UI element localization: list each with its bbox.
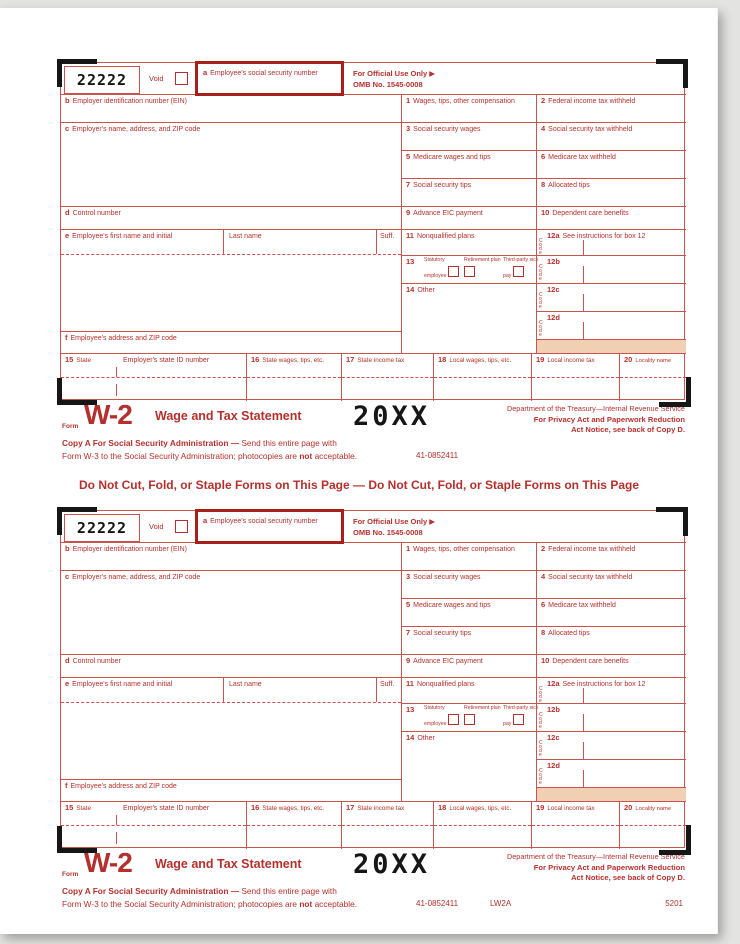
form-word: Form xyxy=(62,423,79,430)
corner-mark-bottom-left xyxy=(57,378,97,405)
void-label: Void xyxy=(149,74,164,83)
box-16-state-wages[interactable] xyxy=(246,801,341,849)
box-12a-number: 12a xyxy=(547,679,560,688)
box-13-checkboxes xyxy=(401,703,539,731)
box-5-number: 5 xyxy=(406,600,411,609)
name-divider-line xyxy=(223,678,224,702)
box-c-prefix: c xyxy=(65,572,70,581)
omb-number: OMB No. 1545-0008 xyxy=(353,528,423,537)
third-party-sick-pay-checkbox[interactable] xyxy=(513,266,524,277)
box-f-label: Employee's address and ZIP code xyxy=(70,783,177,790)
box-c-label: Employer's name, address, and ZIP code xyxy=(72,126,201,133)
box-7-label: Social security tips xyxy=(413,630,472,637)
box-a-label: Employee's social security number xyxy=(210,518,318,525)
box-5-number: 5 xyxy=(406,152,411,161)
corner-mark-bottom-left xyxy=(57,826,97,853)
form-number-w2: W-2 xyxy=(84,847,132,878)
box-18-local-wages[interactable] xyxy=(433,801,531,849)
box-12b[interactable] xyxy=(536,703,686,731)
statutory-employee-group xyxy=(424,706,462,727)
box-f-label: Employee's address and ZIP code xyxy=(70,335,177,342)
box-f-address[interactable] xyxy=(61,331,401,353)
do-not-cut-warning: Do Not Cut, Fold, or Staple Forms on This Page — Do Not Cut, Fold, or Staple Forms on This Page xyxy=(78,478,639,492)
box-10-number: 10 xyxy=(541,656,550,665)
box-1-wages[interactable] xyxy=(401,94,536,122)
box-4-ss-tax[interactable] xyxy=(536,570,686,598)
box-8-number: 8 xyxy=(541,180,546,189)
box-a-ssn[interactable] xyxy=(195,61,344,96)
box-12b-code-label: Code xyxy=(539,712,543,730)
form-year: 20XX xyxy=(353,849,431,880)
retirement-plan-checkbox[interactable] xyxy=(464,266,475,277)
box-9-advance-eic[interactable] xyxy=(401,654,536,677)
box-18-label: Local wages, tips, etc. xyxy=(449,805,512,812)
corner-mark-top-right xyxy=(656,507,688,536)
box-6-label: Medicare tax withheld xyxy=(548,154,616,161)
form-year: 20XX xyxy=(353,401,431,432)
box-15-state-label: State xyxy=(76,357,92,364)
box-19-local-income-tax[interactable] xyxy=(531,353,619,401)
statutory-employee-group xyxy=(424,258,462,279)
box-12a-code-label: Code xyxy=(539,686,543,704)
box-e-label: Employee's first name and initial xyxy=(72,233,173,240)
corner-mark-top-right xyxy=(656,59,688,88)
box-19-local-income-tax[interactable] xyxy=(531,801,619,849)
box-2-number: 2 xyxy=(541,96,546,105)
box-15-state-label: State xyxy=(76,805,92,812)
box-9-label: Advance EIC payment xyxy=(413,658,483,665)
copy-a-line-2 xyxy=(62,899,357,909)
box-17-dashed-rule xyxy=(342,377,433,378)
box-19-dashed-rule xyxy=(532,377,619,378)
corner-mark-bottom-right xyxy=(659,377,691,407)
third-party-sick-pay-label: Third-party sick pay xyxy=(503,257,539,279)
box-16-label: State wages, tips, etc. xyxy=(262,805,324,812)
box-12d-number: 12d xyxy=(547,761,560,770)
box-20-label: Locality name xyxy=(635,806,672,812)
form-title: Wage and Tax Statement xyxy=(155,409,302,423)
box-14-label: Other xyxy=(417,735,435,742)
box-12c-code-label: Code xyxy=(539,292,543,310)
product-code: LW2A xyxy=(490,899,512,908)
box-c-employer[interactable] xyxy=(61,570,401,654)
box-12d-number: 12d xyxy=(547,313,560,322)
box-12b-code-label: Code xyxy=(539,264,543,282)
box-8-label: Allocated tips xyxy=(548,630,590,637)
w2-form-copy xyxy=(60,510,685,924)
corner-mark-top-left xyxy=(57,59,97,87)
box-17-state-income-tax[interactable] xyxy=(341,801,433,849)
box-c-label: Employer's name, address, and ZIP code xyxy=(72,574,201,581)
box-12b[interactable] xyxy=(536,255,686,283)
box-4-number: 4 xyxy=(541,572,546,581)
official-use-block xyxy=(353,516,435,538)
copy-a-line2-post: acceptable. xyxy=(314,899,357,909)
copy-a-line-1 xyxy=(62,438,337,448)
name-divider-line xyxy=(223,230,224,254)
box-4-number: 4 xyxy=(541,124,546,133)
box-6-medicare-tax[interactable] xyxy=(536,598,686,626)
form-number-w2: W-2 xyxy=(84,399,132,430)
box-f-prefix: f xyxy=(65,781,68,790)
box-12a[interactable] xyxy=(536,677,686,703)
catalog-number: 41-0852411 xyxy=(416,451,459,460)
box-18-dashed-rule xyxy=(434,825,531,826)
box-6-medicare-tax[interactable] xyxy=(536,150,686,178)
box-12a-code-divider xyxy=(583,688,584,703)
state-divider-tick-top xyxy=(116,367,117,377)
box-20-number: 20 xyxy=(624,355,633,364)
box-5-label: Medicare wages and tips xyxy=(413,602,491,609)
retirement-plan-group xyxy=(464,258,502,279)
suffix-divider-line xyxy=(376,678,377,702)
box-6-number: 6 xyxy=(541,152,546,161)
box-14-number: 14 xyxy=(406,285,415,294)
box-12a-label: See instructions for box 12 xyxy=(562,681,646,688)
box-12d-code-divider xyxy=(583,322,584,339)
box-b-prefix: b xyxy=(65,96,70,105)
box-12a-number: 12a xyxy=(547,231,560,240)
w2-form-copy xyxy=(60,62,685,476)
statutory-employee-checkbox[interactable] xyxy=(448,714,459,725)
box-20-label: Locality name xyxy=(635,358,672,364)
suffix-label: Suff. xyxy=(380,681,395,688)
w2-grid xyxy=(60,510,685,848)
statutory-employee-label: Statutory employee xyxy=(424,257,447,279)
suffix-divider-line xyxy=(376,230,377,254)
state-divider-tick-top xyxy=(116,815,117,825)
omb-number: OMB No. 1545-0008 xyxy=(353,80,423,89)
suffix-label: Suff. xyxy=(380,233,395,240)
box-12c-number: 12c xyxy=(547,733,560,742)
box-12c-code-divider xyxy=(583,742,584,759)
box-18-label: Local wages, tips, etc. xyxy=(449,357,512,364)
box-3-label: Social security wages xyxy=(413,574,481,581)
w2-grid xyxy=(60,62,685,400)
copy-a-line2-bold: not xyxy=(299,899,313,909)
treasury-line: Department of the Treasury—Internal Revenue Service xyxy=(506,852,685,861)
void-group xyxy=(149,520,188,533)
box-2-label: Federal income tax withheld xyxy=(548,98,636,105)
box-14-other[interactable] xyxy=(401,731,536,801)
box-b-ein[interactable] xyxy=(61,542,401,570)
box-12a-code-divider xyxy=(583,240,584,255)
box-20-number: 20 xyxy=(624,803,633,812)
box-14-number: 14 xyxy=(406,733,415,742)
box-14-other[interactable] xyxy=(401,283,536,353)
box-5-medicare-wages[interactable] xyxy=(401,150,536,178)
box-6-number: 6 xyxy=(541,600,546,609)
box-d-control[interactable] xyxy=(61,654,401,677)
box-c-prefix: c xyxy=(65,124,70,133)
corner-mark-top-left xyxy=(57,507,97,535)
box-a-label: Employee's social security number xyxy=(210,70,318,77)
last-name-label: Last name xyxy=(229,681,262,688)
box-9-advance-eic[interactable] xyxy=(401,206,536,229)
box-16-number: 16 xyxy=(251,355,260,364)
box-12d[interactable] xyxy=(536,311,686,339)
box-1-label: Wages, tips, other compensation xyxy=(413,98,515,105)
box-7-ss-tips[interactable] xyxy=(401,178,536,206)
box-8-label: Allocated tips xyxy=(548,182,590,189)
box-12c-code-label: Code xyxy=(539,740,543,758)
last-name-label: Last name xyxy=(229,233,262,240)
treasury-line: Department of the Treasury—Internal Revenue Service xyxy=(506,404,685,413)
box-2-federal-tax[interactable] xyxy=(536,94,686,122)
box-1-number: 1 xyxy=(406,544,411,553)
box-9-number: 9 xyxy=(406,208,411,217)
box-18-number: 18 xyxy=(438,803,447,812)
void-group xyxy=(149,72,188,85)
box-3-number: 3 xyxy=(406,572,411,581)
box-b-prefix: b xyxy=(65,544,70,553)
stock-number: 5201 xyxy=(665,899,683,908)
box-7-label: Social security tips xyxy=(413,182,472,189)
box-10-label: Dependent care benefits xyxy=(552,658,629,665)
box-12a[interactable] xyxy=(536,229,686,255)
box-3-label: Social security wages xyxy=(413,126,481,133)
box-14-label: Other xyxy=(417,287,435,294)
form-code-text: 22222 xyxy=(76,519,128,537)
box-16-dashed-rule xyxy=(247,377,341,378)
shaded-reserved-box xyxy=(536,787,686,801)
official-use-block xyxy=(353,68,435,90)
catalog-number: 41-0852411 xyxy=(416,899,459,908)
box-e-prefix: e xyxy=(65,231,70,240)
box-7-ss-tips[interactable] xyxy=(401,626,536,654)
box-11-label: Nonqualified plans xyxy=(416,681,475,688)
treasury-block xyxy=(445,852,685,884)
void-checkbox[interactable] xyxy=(175,72,188,85)
form-footer xyxy=(60,400,685,476)
form-code-text: 22222 xyxy=(76,71,128,89)
box-c-employer[interactable] xyxy=(61,122,401,206)
box-19-label: Local income tax xyxy=(547,805,595,812)
box-12d-code-label: Code xyxy=(539,768,543,786)
box-17-label: State income tax xyxy=(357,357,405,364)
box-d-prefix: d xyxy=(65,656,70,665)
copy-a-rest-text: Send this entire page with xyxy=(241,886,337,896)
box-5-label: Medicare wages and tips xyxy=(413,154,491,161)
box-8-number: 8 xyxy=(541,628,546,637)
box-d-label: Control number xyxy=(72,658,121,665)
privacy-line-2: Act Notice, see back of Copy D. xyxy=(571,425,685,434)
box-12a-code-label: Code xyxy=(539,238,543,256)
box-8-allocated-tips[interactable] xyxy=(536,626,686,654)
box-17-number: 17 xyxy=(346,803,355,812)
copy-a-bold-text: Copy A For Social Security Administration — xyxy=(62,886,240,896)
box-d-prefix: d xyxy=(65,208,70,217)
box-13-checkboxes xyxy=(401,255,539,283)
box-12a-label: See instructions for box 12 xyxy=(562,233,646,240)
box-b-label: Employer identification number (EIN) xyxy=(72,98,187,105)
box-e-employee-name[interactable] xyxy=(61,229,401,331)
box-12d-code-label: Code xyxy=(539,320,543,338)
box-17-dashed-rule xyxy=(342,825,433,826)
retirement-plan-label: Retirement plan xyxy=(464,257,501,263)
box-a-prefix: a xyxy=(203,68,208,77)
box-4-label: Social security tax withheld xyxy=(548,574,633,581)
box-12b-number: 12b xyxy=(547,257,560,266)
treasury-block xyxy=(445,404,685,436)
box-15-number: 15 xyxy=(65,803,74,812)
copy-a-line-2 xyxy=(62,451,357,461)
form-title: Wage and Tax Statement xyxy=(155,857,302,871)
box-11-label: Nonqualified plans xyxy=(416,233,475,240)
void-checkbox[interactable] xyxy=(175,520,188,533)
statutory-employee-label: Statutory employee xyxy=(424,705,447,727)
copy-a-line2-post: acceptable. xyxy=(314,451,357,461)
box-d-control[interactable] xyxy=(61,206,401,229)
box-16-dashed-rule xyxy=(247,825,341,826)
box-3-ss-wages[interactable] xyxy=(401,570,536,598)
box-e-prefix: e xyxy=(65,679,70,688)
box-12c-number: 12c xyxy=(547,285,560,294)
official-use-label: For Official Use Only ▶ xyxy=(353,517,436,526)
box-3-ss-wages[interactable] xyxy=(401,122,536,150)
corner-mark-bottom-right xyxy=(659,825,691,855)
form-word: Form xyxy=(62,871,79,878)
box-13-number: 13 xyxy=(406,257,415,266)
box-12b-code-divider xyxy=(583,714,584,731)
box-2-number: 2 xyxy=(541,544,546,553)
box-1-label: Wages, tips, other compensation xyxy=(413,546,515,553)
copy-a-line2-pre: Form W-3 to the Social Security Administration; photocopies are xyxy=(62,899,298,909)
copy-a-line2-pre: Form W-3 to the Social Security Administration; photocopies are xyxy=(62,451,298,461)
box-2-label: Federal income tax withheld xyxy=(548,546,636,553)
box-17-state-income-tax[interactable] xyxy=(341,353,433,401)
name-dashed-rule xyxy=(61,254,401,255)
box-12b-number: 12b xyxy=(547,705,560,714)
retirement-plan-group xyxy=(464,706,502,727)
box-a-ssn[interactable] xyxy=(195,509,344,544)
box-16-label: State wages, tips, etc. xyxy=(262,357,324,364)
box-16-number: 16 xyxy=(251,803,260,812)
shaded-reserved-box xyxy=(536,339,686,353)
box-4-ss-tax[interactable] xyxy=(536,122,686,150)
box-17-number: 17 xyxy=(346,355,355,364)
box-10-label: Dependent care benefits xyxy=(552,210,629,217)
box-19-number: 19 xyxy=(536,355,545,364)
box-2-federal-tax[interactable] xyxy=(536,542,686,570)
statutory-employee-checkbox[interactable] xyxy=(448,266,459,277)
privacy-line-2: Act Notice, see back of Copy D. xyxy=(571,873,685,882)
retirement-plan-checkbox[interactable] xyxy=(464,714,475,725)
box-11-nonqualified[interactable] xyxy=(401,677,536,703)
box-19-label: Local income tax xyxy=(547,357,595,364)
box-1-number: 1 xyxy=(406,96,411,105)
box-15-employer-state-id-label: Employer's state ID number xyxy=(123,805,210,812)
box-17-label: State income tax xyxy=(357,805,405,812)
box-12c-code-divider xyxy=(583,294,584,311)
third-party-sick-pay-label: Third-party sick pay xyxy=(503,705,539,727)
box-b-ein[interactable] xyxy=(61,94,401,122)
state-divider-tick-bottom xyxy=(116,384,117,396)
box-12b-code-divider xyxy=(583,266,584,283)
box-11-number: 11 xyxy=(406,231,414,240)
box-9-number: 9 xyxy=(406,656,411,665)
box-13-number: 13 xyxy=(406,705,415,714)
copy-a-rest-text: Send this entire page with xyxy=(241,438,337,448)
box-18-number: 18 xyxy=(438,355,447,364)
box-16-state-wages[interactable] xyxy=(246,353,341,401)
box-7-number: 7 xyxy=(406,628,411,637)
official-use-label: For Official Use Only ▶ xyxy=(353,69,436,78)
box-7-number: 7 xyxy=(406,180,411,189)
box-15-number: 15 xyxy=(65,355,74,364)
box-f-prefix: f xyxy=(65,333,68,342)
copy-a-bold-text: Copy A For Social Security Administration — xyxy=(62,438,240,448)
box-a-prefix: a xyxy=(203,516,208,525)
box-10-number: 10 xyxy=(541,208,550,217)
w2-copy-bottom xyxy=(60,510,685,924)
w2-copy-top xyxy=(60,62,685,476)
box-8-allocated-tips[interactable] xyxy=(536,178,686,206)
box-19-number: 19 xyxy=(536,803,545,812)
third-party-sick-pay-checkbox[interactable] xyxy=(513,714,524,725)
form-footer xyxy=(60,848,685,924)
retirement-plan-label: Retirement plan xyxy=(464,705,501,711)
box-9-label: Advance EIC payment xyxy=(413,210,483,217)
box-3-number: 3 xyxy=(406,124,411,133)
void-label: Void xyxy=(149,522,164,531)
box-18-local-wages[interactable] xyxy=(433,353,531,401)
box-e-label: Employee's first name and initial xyxy=(72,681,173,688)
privacy-line-1: For Privacy Act and Paperwork Reduction xyxy=(533,862,685,872)
box-18-dashed-rule xyxy=(434,377,531,378)
box-f-address[interactable] xyxy=(61,779,401,801)
box-d-label: Control number xyxy=(72,210,121,217)
box-1-wages[interactable] xyxy=(401,542,536,570)
box-6-label: Medicare tax withheld xyxy=(548,602,616,609)
box-12d-code-divider xyxy=(583,770,584,787)
name-dashed-rule xyxy=(61,702,401,703)
box-10-dependent-care[interactable] xyxy=(536,206,686,229)
box-12c[interactable] xyxy=(536,283,686,311)
box-12d[interactable] xyxy=(536,759,686,787)
state-divider-tick-bottom xyxy=(116,832,117,844)
form-sheet xyxy=(0,8,718,934)
box-b-label: Employer identification number (EIN) xyxy=(72,546,187,553)
box-11-number: 11 xyxy=(406,679,414,688)
box-15-employer-state-id-label: Employer's state ID number xyxy=(123,357,210,364)
copy-a-line-1 xyxy=(62,886,337,896)
box-10-dependent-care[interactable] xyxy=(536,654,686,677)
box-5-medicare-wages[interactable] xyxy=(401,598,536,626)
copy-a-line2-bold: not xyxy=(299,451,313,461)
privacy-line-1: For Privacy Act and Paperwork Reduction xyxy=(533,414,685,424)
box-4-label: Social security tax withheld xyxy=(548,126,633,133)
box-11-nonqualified[interactable] xyxy=(401,229,536,255)
box-19-dashed-rule xyxy=(532,825,619,826)
box-12c[interactable] xyxy=(536,731,686,759)
box-e-employee-name[interactable] xyxy=(61,677,401,779)
